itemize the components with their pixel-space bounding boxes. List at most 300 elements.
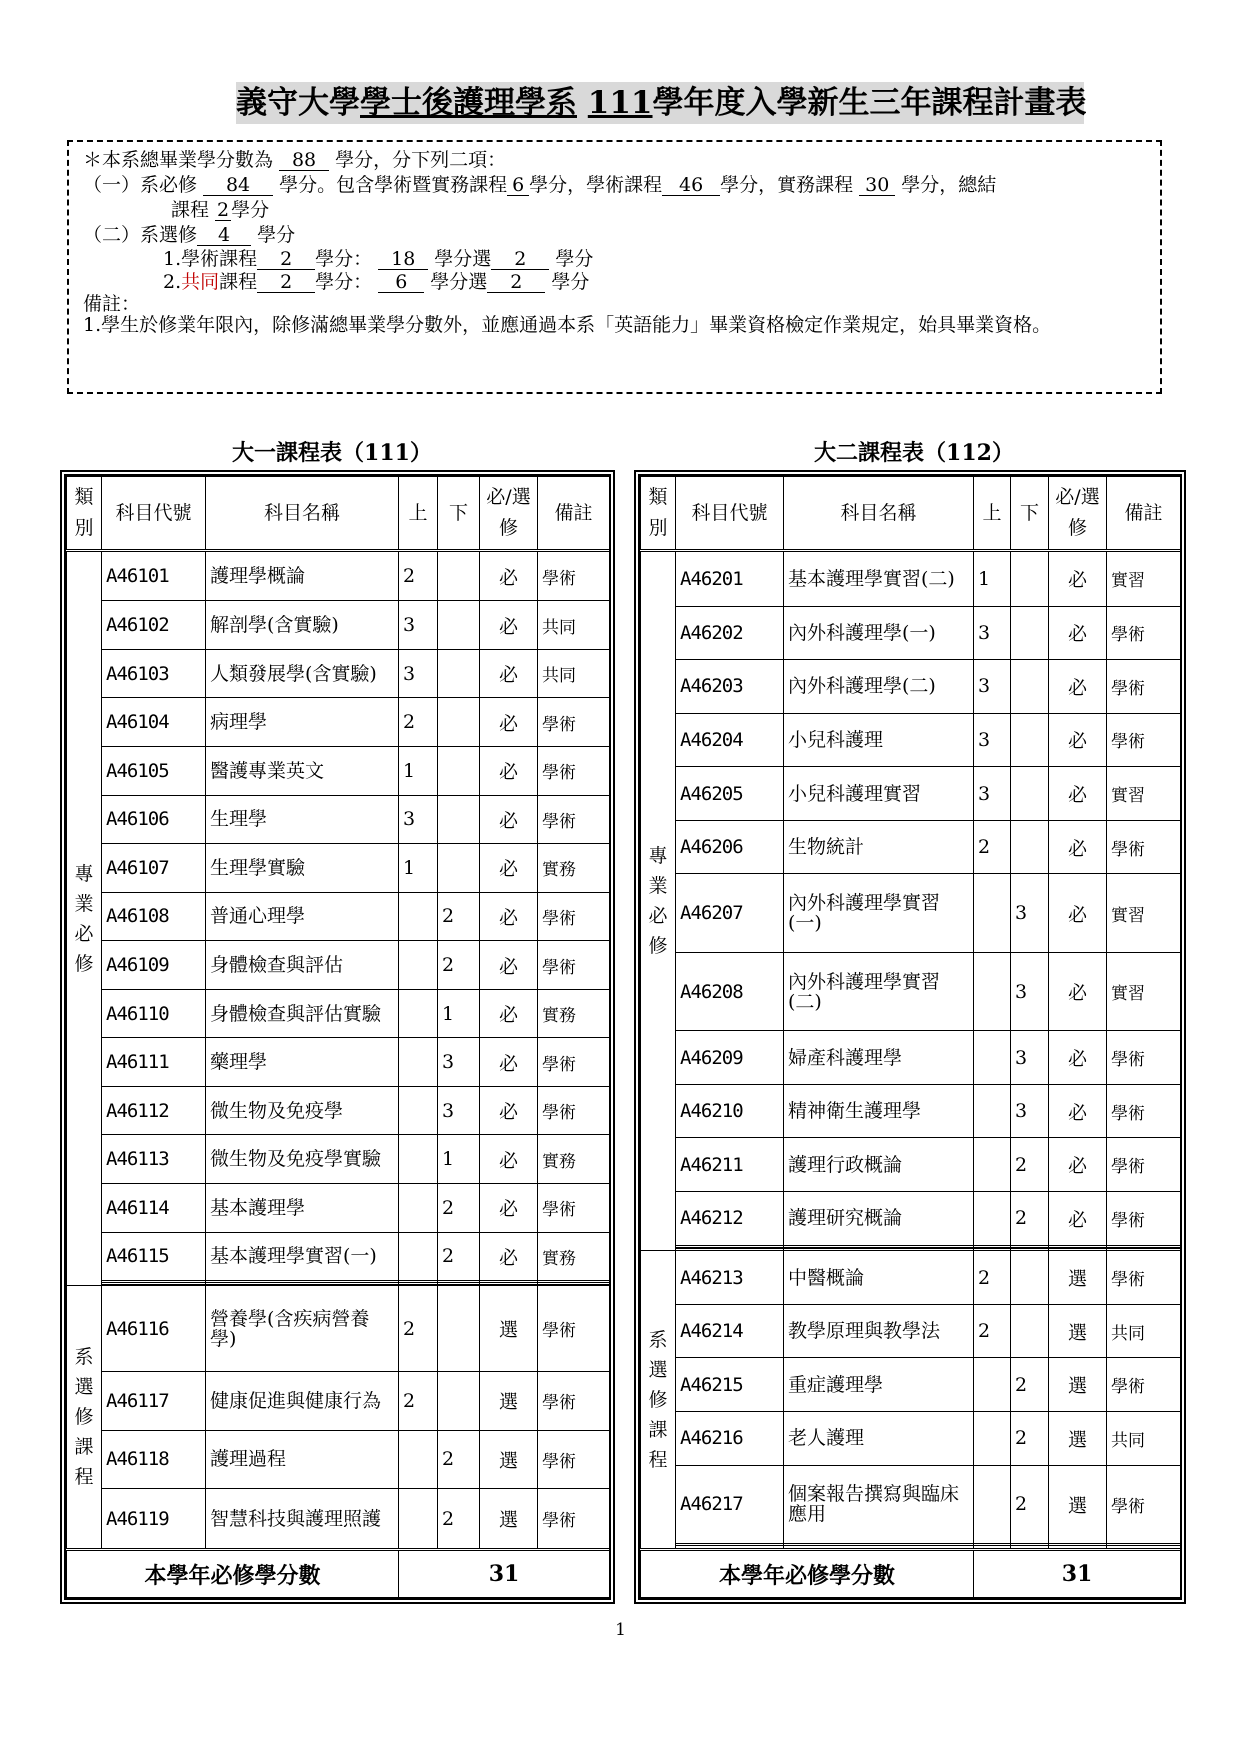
course-name: 精神衛生護理學 [784, 1084, 974, 1138]
course-type: 必 [480, 1184, 538, 1233]
course-remark: 學術 [538, 1430, 610, 1489]
course-code: A46209 [676, 1031, 784, 1085]
course-name: 身體檢查與評估實驗 [206, 989, 399, 1038]
course-name: 營養學(含疾病營養學) [206, 1286, 399, 1372]
course-row [641, 1465, 1181, 1543]
credits-second-semester [438, 649, 480, 698]
course-row [67, 1135, 610, 1184]
credits-first-semester [974, 1465, 1011, 1543]
course-name: 基本護理學 [206, 1184, 399, 1233]
elective-category-label: 系 選 修 課 程 [641, 1251, 676, 1550]
course-name: 生理學實驗 [206, 844, 399, 893]
year2-total-label: 本學年必修學分數 [641, 1550, 974, 1598]
credits-first-semester [974, 1031, 1011, 1085]
header-category: 類別 [67, 477, 102, 551]
year2-total-value: 31 [974, 1550, 1181, 1598]
notes-text: 學分： [315, 271, 373, 293]
course-code: A46203 [676, 660, 784, 714]
course-name: 生物統計 [784, 820, 974, 874]
credits-first-semester: 3 [399, 649, 438, 698]
notes-text: 學分，總結 [901, 174, 997, 196]
course-remark: 學術 [538, 698, 610, 747]
course-code: A46207 [676, 874, 784, 952]
course-code: A46211 [676, 1138, 784, 1192]
course-code: A46204 [676, 713, 784, 767]
course-name: 藥理學 [206, 1038, 399, 1087]
course-remark: 共同 [1107, 1412, 1181, 1466]
course-code: A46110 [102, 989, 206, 1038]
course-remark: 學術 [1107, 1358, 1181, 1412]
credits-second-semester: 2 [1011, 1412, 1049, 1466]
course-remark: 學術 [538, 795, 610, 844]
course-row [641, 1031, 1181, 1085]
notes-value: 2 [257, 272, 315, 293]
course-name: 智慧科技與護理照護 [206, 1489, 399, 1550]
course-row [641, 952, 1181, 1030]
course-remark: 學術 [1107, 1465, 1181, 1543]
course-type: 必 [1049, 660, 1107, 714]
course-row [67, 1430, 610, 1489]
credits-second-semester: 3 [1011, 1031, 1049, 1085]
notes-total-line [83, 148, 1146, 173]
course-type: 必 [480, 892, 538, 941]
required-category-label: 專 業 必 修 [641, 551, 676, 1251]
credits-second-semester [1011, 660, 1049, 714]
course-remark: 共同 [538, 601, 610, 650]
remark-1: 1.學生於修業年限內，除修滿總畢業學分數外，並應通過本系「英語能力」畢業資格檢定作業規定，始具畢業資格。 [83, 314, 1052, 336]
notes-text: 2. [163, 271, 182, 293]
course-row [641, 1084, 1181, 1138]
notes-text: 學分，實務課程 [720, 174, 854, 196]
course-remark: 實務 [538, 844, 610, 893]
credits-first-semester: 3 [974, 767, 1011, 821]
course-remark: 共同 [538, 649, 610, 698]
course-code: A46216 [676, 1412, 784, 1466]
course-row [641, 1304, 1181, 1358]
course-remark: 實習 [1107, 767, 1181, 821]
course-code: A46113 [102, 1135, 206, 1184]
course-remark: 學術 [538, 1038, 610, 1087]
year2-body [641, 551, 1181, 1550]
course-name: 身體檢查與評估 [206, 941, 399, 990]
header-code: 科目代號 [102, 477, 206, 551]
course-name: 微生物及免疫學 [206, 1086, 399, 1135]
course-type: 必 [1049, 1192, 1107, 1246]
page-number: 1 [615, 1620, 626, 1640]
course-code: A46208 [676, 952, 784, 1030]
credits-first-semester [974, 874, 1011, 952]
total-credits: 88 [279, 150, 329, 171]
course-row [641, 1412, 1181, 1466]
notes-text: 學分選 [434, 248, 492, 270]
course-type: 選 [1049, 1465, 1107, 1543]
course-type: 必 [480, 1135, 538, 1184]
credits-first-semester [974, 1358, 1011, 1412]
course-type: 必 [480, 795, 538, 844]
credits-second-semester: 1 [438, 989, 480, 1038]
course-code: A46107 [102, 844, 206, 893]
course-name: 基本護理學實習(一) [206, 1232, 399, 1281]
course-type: 必 [1049, 767, 1107, 821]
course-remark: 學術 [538, 1086, 610, 1135]
course-name: 生理學 [206, 795, 399, 844]
course-name: 基本護理學實習(二) [784, 551, 974, 607]
credits-first-semester: 2 [399, 551, 438, 601]
notes-value: 6 [507, 175, 529, 196]
course-name: 人類發展學(含實驗) [206, 649, 399, 698]
course-code: A46108 [102, 892, 206, 941]
course-name: 個案報告撰寫與臨床應用 [784, 1465, 974, 1543]
elective-credits: 4 [197, 225, 251, 246]
course-code: A46201 [676, 551, 784, 607]
course-name: 中醫概論 [784, 1251, 974, 1305]
notes-text-red: 共同 [181, 271, 220, 293]
notes-text: 1.學術課程 [163, 248, 258, 270]
notes-text: 學分： [315, 248, 373, 270]
course-remark: 學術 [1107, 713, 1181, 767]
course-name: 內外科護理學(一) [784, 606, 974, 660]
course-type: 選 [480, 1286, 538, 1372]
credits-second-semester [1011, 820, 1049, 874]
course-code: A46101 [102, 551, 206, 601]
credits-second-semester [1011, 606, 1049, 660]
course-code: A46112 [102, 1086, 206, 1135]
course-type: 必 [1049, 1138, 1107, 1192]
notes-elective-line [83, 223, 1146, 248]
course-type: 必 [1049, 713, 1107, 767]
course-remark: 學術 [538, 1184, 610, 1233]
course-type: 必 [480, 989, 538, 1038]
credits-second-semester [438, 698, 480, 747]
credits-first-semester: 1 [399, 746, 438, 795]
course-type: 必 [1049, 1031, 1107, 1085]
course-row [67, 1372, 610, 1431]
credits-first-semester: 3 [399, 601, 438, 650]
notes-text: 學分，分下列二項： [335, 149, 507, 171]
course-row [641, 820, 1181, 874]
course-name: 內外科護理學(二) [784, 660, 974, 714]
header-required-elective: 必/選修 [1049, 477, 1107, 551]
notes-value: 46 [662, 175, 720, 196]
course-row [641, 767, 1181, 821]
header-second-semester: 下 [438, 477, 480, 551]
course-row [641, 606, 1181, 660]
credits-second-semester [438, 1286, 480, 1372]
credits-second-semester [438, 746, 480, 795]
course-remark: 實務 [538, 989, 610, 1038]
course-code: A46105 [102, 746, 206, 795]
credits-second-semester: 2 [438, 1184, 480, 1233]
course-row [67, 1232, 610, 1281]
course-name: 護理學概論 [206, 551, 399, 601]
course-code: A46117 [102, 1372, 206, 1431]
course-remark: 實習 [1107, 952, 1181, 1030]
credits-first-semester [974, 952, 1011, 1030]
notes-value: 2 [257, 249, 315, 270]
course-remark: 學術 [538, 1489, 610, 1550]
course-name: 老人護理 [784, 1412, 974, 1466]
credits-second-semester: 2 [438, 892, 480, 941]
credits-second-semester: 3 [438, 1038, 480, 1087]
course-remark: 學術 [538, 941, 610, 990]
course-remark: 學術 [1107, 1192, 1181, 1246]
course-name: 內外科護理學實習(二) [784, 952, 974, 1030]
course-type: 選 [480, 1372, 538, 1431]
credits-first-semester [399, 1489, 438, 1550]
year1-body [67, 551, 610, 1550]
year1-total-value: 31 [399, 1550, 610, 1598]
course-type: 必 [480, 649, 538, 698]
credits-first-semester [399, 1430, 438, 1489]
header-remark: 備註 [1107, 477, 1181, 551]
credits-first-semester: 2 [974, 1304, 1011, 1358]
course-type: 必 [1049, 551, 1107, 607]
credits-second-semester: 2 [1011, 1192, 1049, 1246]
course-name: 解剖學(含實驗) [206, 601, 399, 650]
course-remark: 學術 [538, 1286, 610, 1372]
course-type: 必 [480, 746, 538, 795]
notes-text: （一）系必修 [83, 174, 198, 196]
remark-heading: 備註： [83, 293, 141, 315]
notes-text: 學分，學術課程 [529, 174, 663, 196]
course-name: 重症護理學 [784, 1358, 974, 1412]
course-name: 醫護專業英文 [206, 746, 399, 795]
course-row [67, 1038, 610, 1087]
credits-first-semester [974, 1138, 1011, 1192]
course-code: A46119 [102, 1489, 206, 1550]
course-code: A46106 [102, 795, 206, 844]
course-type: 必 [480, 698, 538, 747]
course-type: 必 [480, 1038, 538, 1087]
course-code: A46206 [676, 820, 784, 874]
credits-first-semester: 3 [974, 660, 1011, 714]
title-school: 義守大學 [236, 85, 360, 121]
header-remark: 備註 [538, 477, 610, 551]
course-row [641, 1192, 1181, 1246]
title-year: 111 [587, 85, 653, 121]
notes-value: 6 [378, 272, 424, 293]
year1-table [60, 470, 615, 1604]
course-row [67, 989, 610, 1038]
credits-first-semester: 2 [974, 1251, 1011, 1305]
credits-first-semester [399, 1086, 438, 1135]
course-row [67, 1086, 610, 1135]
credits-second-semester [1011, 551, 1049, 607]
credits-first-semester: 3 [974, 606, 1011, 660]
notes-item2 [83, 271, 1146, 294]
course-name: 微生物及免疫學實驗 [206, 1135, 399, 1184]
course-type: 選 [480, 1489, 538, 1550]
credits-second-semester: 2 [438, 1489, 480, 1550]
notes-text: （二）系選修 [83, 224, 198, 246]
course-row [67, 844, 610, 893]
year1-total-label: 本學年必修學分數 [67, 1550, 399, 1598]
credits-second-semester [1011, 1304, 1049, 1358]
credits-second-semester [438, 795, 480, 844]
notes-text: 學分選 [430, 271, 488, 293]
credits-first-semester: 3 [399, 795, 438, 844]
course-row [641, 713, 1181, 767]
credits-second-semester: 3 [438, 1086, 480, 1135]
course-remark: 學術 [1107, 1138, 1181, 1192]
course-remark: 實務 [538, 1135, 610, 1184]
course-row [641, 660, 1181, 714]
credits-second-semester: 3 [1011, 1084, 1049, 1138]
header-first-semester: 上 [399, 477, 438, 551]
year2-caption: 大二課程表（112） [814, 440, 1014, 466]
course-row [67, 698, 610, 747]
course-name: 護理行政概論 [784, 1138, 974, 1192]
credits-second-semester: 2 [438, 941, 480, 990]
course-row [67, 1286, 610, 1372]
credits-second-semester: 3 [1011, 874, 1049, 952]
course-code: A46104 [102, 698, 206, 747]
course-code: A46202 [676, 606, 784, 660]
page-title [236, 82, 1087, 124]
course-code: A46215 [676, 1358, 784, 1412]
course-remark: 學術 [538, 551, 610, 601]
course-type: 必 [1049, 952, 1107, 1030]
credits-second-semester [438, 601, 480, 650]
credits-first-semester [974, 1412, 1011, 1466]
credits-second-semester: 2 [438, 1430, 480, 1489]
credits-first-semester [399, 989, 438, 1038]
credits-second-semester [1011, 713, 1049, 767]
course-name: 病理學 [206, 698, 399, 747]
notes-required-line [83, 173, 1146, 198]
course-remark: 學術 [1107, 606, 1181, 660]
course-code: A46103 [102, 649, 206, 698]
credits-second-semester: 2 [438, 1232, 480, 1281]
course-remark: 實務 [538, 1232, 610, 1281]
notes-value: 2 [487, 272, 545, 293]
course-name: 小兒科護理 [784, 713, 974, 767]
course-row [641, 874, 1181, 952]
course-name: 小兒科護理實習 [784, 767, 974, 821]
credits-first-semester [399, 1135, 438, 1184]
notes-value: 30 [859, 175, 895, 196]
notes-text: 學分 [551, 271, 590, 293]
course-code: A46111 [102, 1038, 206, 1087]
credits-first-semester: 2 [399, 1372, 438, 1431]
course-remark: 共同 [1107, 1304, 1181, 1358]
credits-second-semester [1011, 1251, 1049, 1305]
course-remark: 學術 [1107, 660, 1181, 714]
course-code: A46205 [676, 767, 784, 821]
credits-second-semester: 3 [1011, 952, 1049, 1030]
credits-first-semester: 2 [399, 698, 438, 747]
course-name: 護理過程 [206, 1430, 399, 1489]
course-code: A46115 [102, 1232, 206, 1281]
course-code: A46210 [676, 1084, 784, 1138]
course-code: A46102 [102, 601, 206, 650]
course-remark: 學術 [1107, 1251, 1181, 1305]
course-row [67, 1184, 610, 1233]
course-remark: 實習 [1107, 874, 1181, 952]
notes-text: 學分 [257, 224, 296, 246]
credits-first-semester: 1 [399, 844, 438, 893]
notes-text: 課程 [219, 271, 258, 293]
course-remark: 學術 [1107, 1031, 1181, 1085]
course-type: 選 [1049, 1304, 1107, 1358]
course-name: 婦產科護理學 [784, 1031, 974, 1085]
notes-text: 學分 [231, 199, 270, 221]
credits-first-semester [974, 1084, 1011, 1138]
credits-first-semester: 2 [974, 820, 1011, 874]
course-row [67, 892, 610, 941]
course-type: 必 [1049, 606, 1107, 660]
course-row [641, 551, 1181, 607]
course-type: 必 [1049, 1084, 1107, 1138]
credits-second-semester: 1 [438, 1135, 480, 1184]
course-name: 教學原理與教學法 [784, 1304, 974, 1358]
header-code: 科目代號 [676, 477, 784, 551]
header-category: 類別 [641, 477, 676, 551]
credits-second-semester: 2 [1011, 1358, 1049, 1412]
course-name: 內外科護理學實習(一) [784, 874, 974, 952]
course-row [641, 1251, 1181, 1305]
required-category-label: 專 業 必 修 [67, 551, 102, 1286]
course-remark: 學術 [538, 746, 610, 795]
notes-text: 學分。包含學術暨實務課程 [279, 174, 508, 196]
notes-value: 2 [491, 249, 549, 270]
course-type: 選 [1049, 1251, 1107, 1305]
credits-first-semester [399, 941, 438, 990]
credits-first-semester [399, 1232, 438, 1281]
course-type: 必 [480, 1086, 538, 1135]
title-dept: 學士後護理學系 [360, 85, 577, 121]
course-name: 健康促進與健康行為 [206, 1372, 399, 1431]
course-remark: 實習 [1107, 551, 1181, 607]
year2-table [634, 470, 1186, 1604]
course-type: 選 [1049, 1358, 1107, 1412]
course-code: A46217 [676, 1465, 784, 1543]
course-code: A46114 [102, 1184, 206, 1233]
credits-first-semester: 1 [974, 551, 1011, 607]
course-type: 必 [480, 1232, 538, 1281]
course-name: 護理研究概論 [784, 1192, 974, 1246]
year1-caption: 大一課程表（111） [232, 440, 432, 466]
course-type: 選 [1049, 1412, 1107, 1466]
course-row [67, 941, 610, 990]
header-name: 科目名稱 [206, 477, 399, 551]
course-remark: 學術 [1107, 1084, 1181, 1138]
credits-first-semester [399, 1038, 438, 1087]
course-code: A46116 [102, 1286, 206, 1372]
course-type: 必 [1049, 874, 1107, 952]
course-name: 普通心理學 [206, 892, 399, 941]
course-code: A46118 [102, 1430, 206, 1489]
credits-first-semester: 3 [974, 713, 1011, 767]
course-row [641, 1358, 1181, 1412]
course-row [67, 601, 610, 650]
credits-second-semester: 2 [1011, 1138, 1049, 1192]
course-row [67, 795, 610, 844]
course-remark: 學術 [1107, 820, 1181, 874]
credits-second-semester: 2 [1011, 1465, 1049, 1543]
course-code: A46213 [676, 1251, 784, 1305]
course-remark: 學術 [538, 1372, 610, 1431]
course-type: 必 [480, 941, 538, 990]
credit-notes-box [67, 140, 1162, 394]
elective-category-label: 系 選 修 課 程 [67, 1286, 102, 1550]
course-remark: 學術 [538, 892, 610, 941]
course-type: 必 [1049, 820, 1107, 874]
course-type: 選 [480, 1430, 538, 1489]
course-row [67, 551, 610, 601]
course-code: A46212 [676, 1192, 784, 1246]
credits-second-semester [1011, 767, 1049, 821]
